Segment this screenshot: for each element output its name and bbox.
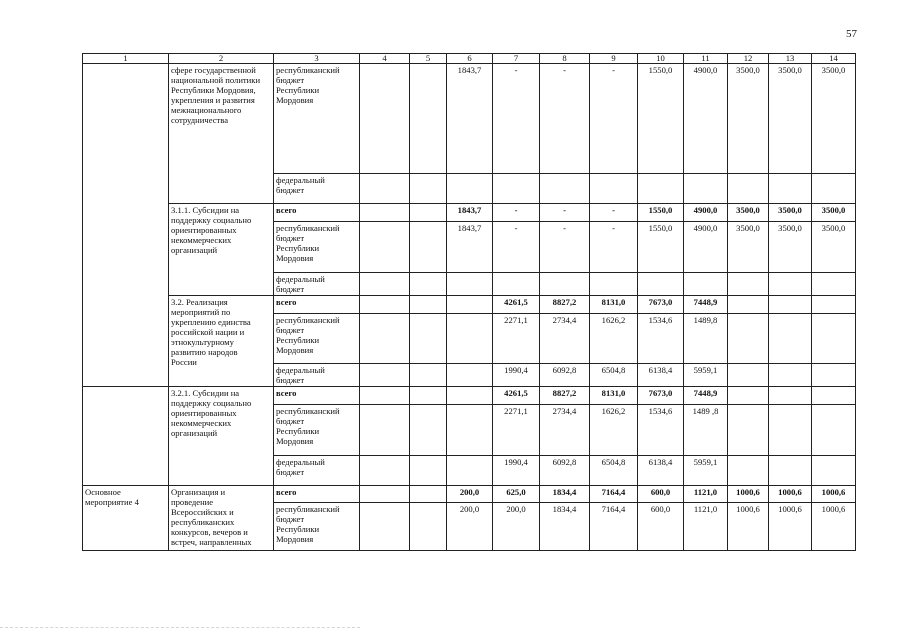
table-cell (447, 273, 493, 296)
value-cell: 1000,6 (769, 503, 812, 551)
value-cell: 5959,1 (684, 364, 728, 387)
table-cell (447, 174, 493, 204)
value-cell: 3500,0 (769, 64, 812, 174)
table-cell (410, 273, 447, 296)
value-cell: 1534,6 (638, 405, 684, 456)
source-label: всего (274, 387, 360, 405)
cell-col5 (410, 64, 447, 174)
value-cell: 3500,0 (812, 204, 856, 222)
value-cell: 2734,4 (540, 314, 590, 364)
header-cell: 5 (410, 54, 447, 64)
value-cell (447, 364, 493, 387)
header-cell: 6 (447, 54, 493, 64)
table-cell (360, 174, 410, 204)
cell-col4 (360, 204, 410, 222)
value-cell: - (590, 204, 638, 222)
value-cell: 7673,0 (638, 296, 684, 314)
value-cell (769, 456, 812, 486)
table-cell (728, 174, 769, 204)
cell-col5 (410, 486, 447, 503)
cell-col4 (360, 456, 410, 486)
value-cell (812, 314, 856, 364)
item-label: 3.2. Реализация мероприятий по укреплению единства российской нации и этнокультурному развитию народов России (169, 296, 274, 387)
value-cell: 2271,1 (493, 314, 540, 364)
value-cell: 1121,0 (684, 486, 728, 503)
table-cell (590, 174, 638, 204)
cell-col4 (360, 387, 410, 405)
value-cell: 1834,4 (540, 486, 590, 503)
value-cell: 6138,4 (638, 364, 684, 387)
table-cell (493, 174, 540, 204)
header-cell: 8 (540, 54, 590, 64)
value-cell (812, 405, 856, 456)
table-row (83, 387, 856, 405)
value-cell (812, 364, 856, 387)
value-cell (812, 456, 856, 486)
source-label: республиканский бюджет Республики Мордовия (274, 503, 360, 551)
table-row (83, 296, 856, 314)
value-cell: 4900,0 (684, 222, 728, 273)
header-cell: 12 (728, 54, 769, 64)
source-label: республиканский бюджет Республики Мордовия (274, 222, 360, 273)
table-cell (684, 174, 728, 204)
value-cell: 2734,4 (540, 405, 590, 456)
value-cell: 200,0 (447, 486, 493, 503)
value-cell: - (590, 64, 638, 174)
value-cell: 1990,4 (493, 364, 540, 387)
value-cell (769, 314, 812, 364)
table-cell (540, 174, 590, 204)
value-cell (447, 387, 493, 405)
source-label: республиканский бюджет Республики Мордовия (274, 64, 360, 174)
item-label: 3.1.1. Субсидии на поддержку социально ориентированных некоммерческих организаций (169, 204, 274, 296)
cell-col5 (410, 387, 447, 405)
cell-col5 (410, 204, 447, 222)
cell-col5 (410, 503, 447, 551)
value-cell: 7673,0 (638, 387, 684, 405)
value-cell: - (540, 64, 590, 174)
value-cell: 3500,0 (769, 222, 812, 273)
budget-table (82, 53, 856, 551)
value-cell: 1843,7 (447, 222, 493, 273)
value-cell: 3500,0 (812, 64, 856, 174)
table-row (83, 486, 856, 503)
value-cell (728, 387, 769, 405)
value-cell: 1626,2 (590, 405, 638, 456)
value-cell: 200,0 (493, 503, 540, 551)
item-label: 3.2.1. Субсидии на поддержку социально ориентированных некоммерческих организаций (169, 387, 274, 486)
value-cell: - (540, 222, 590, 273)
value-cell (769, 387, 812, 405)
table-cell (812, 273, 856, 296)
value-cell (447, 456, 493, 486)
cell-col4 (360, 64, 410, 174)
value-cell: 7164,4 (590, 486, 638, 503)
value-cell: 8131,0 (590, 296, 638, 314)
header-cell: 13 (769, 54, 812, 64)
value-cell (447, 405, 493, 456)
value-cell: 6092,8 (540, 364, 590, 387)
value-cell: 1489 ,8 (684, 405, 728, 456)
item-label: Организация и проведение Всероссийских и республиканских конкурсов, вечеров и встреч, направленных (169, 486, 274, 551)
cell-col4 (360, 314, 410, 364)
value-cell: 6092,8 (540, 456, 590, 486)
value-cell (728, 456, 769, 486)
value-cell: 5959,1 (684, 456, 728, 486)
table-cell (728, 273, 769, 296)
source-label: федеральный бюджет (274, 174, 360, 204)
value-cell: 6138,4 (638, 456, 684, 486)
cell-col5 (410, 405, 447, 456)
source-label: республиканский бюджет Республики Мордовия (274, 405, 360, 456)
value-cell: 7448,9 (684, 296, 728, 314)
value-cell: 3500,0 (728, 204, 769, 222)
value-cell (812, 296, 856, 314)
value-cell: 4261,5 (493, 387, 540, 405)
value-cell (728, 314, 769, 364)
value-cell: 200,0 (447, 503, 493, 551)
value-cell (812, 387, 856, 405)
item-label: сфере государственной национальной политики Республики Мордовия, укрепления и развития межнационального сотрудничества (169, 64, 274, 204)
value-cell (769, 405, 812, 456)
value-cell: 1489,8 (684, 314, 728, 364)
header-row (83, 54, 856, 64)
value-cell: 1990,4 (493, 456, 540, 486)
value-cell: 1000,6 (769, 486, 812, 503)
value-cell: 8131,0 (590, 387, 638, 405)
header-cell: 9 (590, 54, 638, 64)
table-row (83, 204, 856, 222)
value-cell: 3500,0 (769, 204, 812, 222)
value-cell: 1534,6 (638, 314, 684, 364)
table-row (83, 64, 856, 174)
value-cell: 3500,0 (728, 64, 769, 174)
header-cell: 14 (812, 54, 856, 64)
value-cell (728, 364, 769, 387)
header-cell: 3 (274, 54, 360, 64)
table-cell (590, 273, 638, 296)
value-cell: 600,0 (638, 486, 684, 503)
source-label: всего (274, 296, 360, 314)
table-cell (638, 273, 684, 296)
table-cell (360, 273, 410, 296)
value-cell (728, 296, 769, 314)
cell-col5 (410, 296, 447, 314)
header-cell: 4 (360, 54, 410, 64)
cell-col5 (410, 364, 447, 387)
value-cell: 1550,0 (638, 64, 684, 174)
value-cell: 1843,7 (447, 204, 493, 222)
value-cell (447, 314, 493, 364)
value-cell (728, 405, 769, 456)
activity-label: Основное мероприятие 4 (83, 486, 169, 551)
value-cell: 6504,8 (590, 364, 638, 387)
value-cell: 7164,4 (590, 503, 638, 551)
value-cell: 1843,7 (447, 64, 493, 174)
table-cell (812, 174, 856, 204)
page-number: 57 (846, 28, 857, 40)
source-label: федеральный бюджет (274, 456, 360, 486)
cell-col4 (360, 296, 410, 314)
table-cell (410, 174, 447, 204)
source-label: федеральный бюджет (274, 273, 360, 296)
table-cell (540, 273, 590, 296)
cell-col4 (360, 503, 410, 551)
col1-cell (83, 387, 169, 486)
source-label: всего (274, 486, 360, 503)
value-cell (447, 296, 493, 314)
header-cell: 1 (83, 54, 169, 64)
value-cell: 1000,6 (728, 486, 769, 503)
value-cell: 1000,6 (812, 486, 856, 503)
value-cell: 8827,2 (540, 296, 590, 314)
value-cell: - (540, 204, 590, 222)
cell-col4 (360, 405, 410, 456)
value-cell: - (590, 222, 638, 273)
table-cell (493, 273, 540, 296)
cell-col5 (410, 456, 447, 486)
cell-col5 (410, 314, 447, 364)
header-cell: 10 (638, 54, 684, 64)
col1-cell (83, 64, 169, 387)
cell-col5 (410, 222, 447, 273)
value-cell: 1121,0 (684, 503, 728, 551)
header-cell: 11 (684, 54, 728, 64)
value-cell (769, 364, 812, 387)
value-cell: - (493, 64, 540, 174)
value-cell: 625,0 (493, 486, 540, 503)
cell-col4 (360, 222, 410, 273)
value-cell: 4900,0 (684, 204, 728, 222)
value-cell: 1000,6 (812, 503, 856, 551)
table-cell (638, 174, 684, 204)
value-cell: 1834,4 (540, 503, 590, 551)
source-label: всего (274, 204, 360, 222)
value-cell: 8827,2 (540, 387, 590, 405)
value-cell: 6504,8 (590, 456, 638, 486)
header-cell: 2 (169, 54, 274, 64)
table-cell (769, 174, 812, 204)
value-cell: 7448,9 (684, 387, 728, 405)
value-cell: 1550,0 (638, 222, 684, 273)
cell-col4 (360, 364, 410, 387)
value-cell: 3500,0 (728, 222, 769, 273)
value-cell: 4900,0 (684, 64, 728, 174)
table-cell (769, 273, 812, 296)
value-cell: 2271,1 (493, 405, 540, 456)
table-cell (684, 273, 728, 296)
source-label: республиканский бюджет Республики Мордовия (274, 314, 360, 364)
value-cell: 1550,0 (638, 204, 684, 222)
source-label: федеральный бюджет (274, 364, 360, 387)
scan-artifact (0, 627, 360, 630)
header-cell: 7 (493, 54, 540, 64)
value-cell: - (493, 204, 540, 222)
value-cell: 1626,2 (590, 314, 638, 364)
value-cell: 1000,6 (728, 503, 769, 551)
value-cell (769, 296, 812, 314)
value-cell: 4261,5 (493, 296, 540, 314)
value-cell: 3500,0 (812, 222, 856, 273)
cell-col4 (360, 486, 410, 503)
value-cell: 600,0 (638, 503, 684, 551)
value-cell: - (493, 222, 540, 273)
